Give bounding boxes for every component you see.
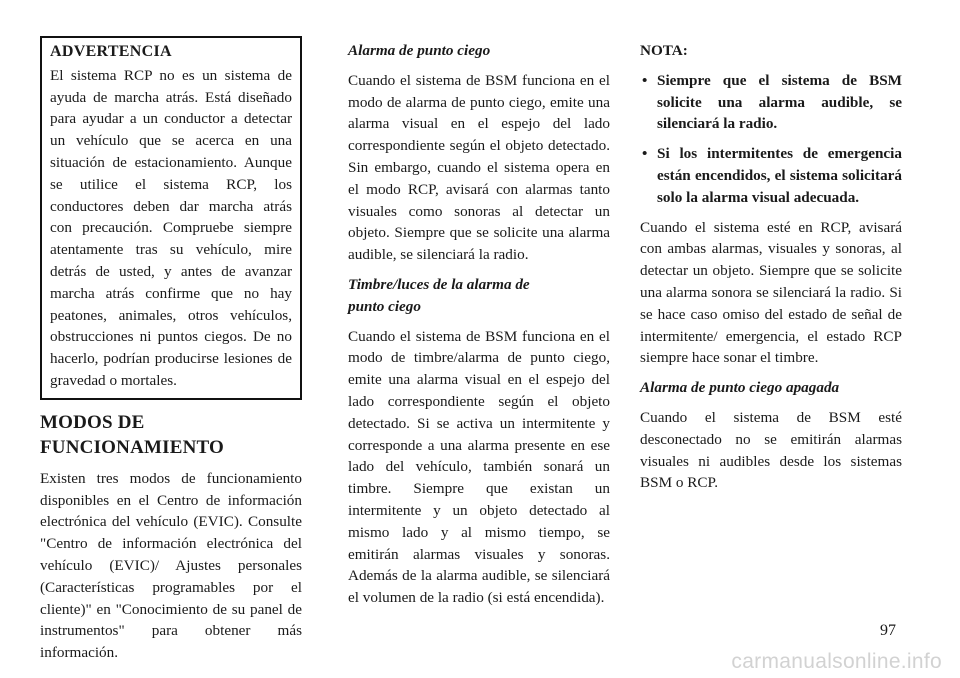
warning-body: El sistema RCP no es un sistema de ayuda de marcha atrás. Está diseñado para ayudar a un conductor a detectar un vehículo que se acerca en una situación de estacionamiento. Aunque se utilice el sistema RCP, los conductores deben dar marcha atrás con precaución. Compruebe siempre atentamente tras su vehículo, mire detrás de usted, y antes de avanzar marcha atrás confirme que no hay peatones, animales, otros vehículos, obstrucciones ni puntos ciegos. De no hacerlo, podrían producirse lesiones de gravedad o mortales. bbox=[50, 66, 292, 389]
section-intro: Existen tres modos de funcionamiento disponibles en el Centro de información electrónica del vehículo (EVIC). Consulte "Centro de información electrónica del vehículo (EVIC)/ Ajustes personales (Características programables por el cliente)" en "Conocimiento de su panel de instrumentos" para obtener más información. bbox=[40, 469, 302, 662]
warning-title: ADVERTENCIA bbox=[50, 43, 172, 60]
page-number: 97 bbox=[880, 622, 896, 639]
chime-body: Cuando el sistema de BSM funciona en el modo de timbre/alarma de punto ciego, emite una alarma visual en el espejo del lado correspondiente según el objeto detectado. Si se activa un intermitente y corresponde a una alarma presente en ese lado del vehículo, también sonará un timbre. Siempre que existan un intermitente y un objeto detectado al mismo lado y al mismo tiempo, se emitirán alarmas visuales y sonoras. Además de la alarma audible, se silenciará el volumen de la radio (si está encendida). bbox=[348, 327, 610, 607]
note-list bbox=[640, 70, 902, 209]
blind-spot-title: Alarma de punto ciego bbox=[348, 42, 491, 59]
column-left bbox=[40, 36, 302, 672]
note-item bbox=[640, 143, 902, 208]
section-heading bbox=[40, 410, 302, 460]
section-heading-line2: FUNCIONAMIENTO bbox=[40, 436, 225, 458]
column-middle bbox=[348, 40, 610, 617]
watermark: carmanualsonline.info bbox=[731, 650, 942, 673]
note-text: Siempre que el sistema de BSM solicite una alarma audible, se silenciará la radio. bbox=[657, 71, 902, 133]
off-title: Alarma de punto ciego apagada bbox=[640, 379, 840, 397]
chime-title-line2: punto ciego bbox=[348, 297, 421, 315]
bullet-icon: • bbox=[642, 71, 648, 89]
chime-title-line1: Timbre/luces de la alarma de bbox=[348, 275, 530, 293]
column-right bbox=[640, 40, 902, 502]
chime-title bbox=[348, 274, 610, 318]
warning-box bbox=[40, 36, 302, 400]
blind-spot-body: Cuando el sistema de BSM funciona en el modo de alarma de punto ciego, emite una alarma visual en el espejo del lado correspondiente según el objeto detectado. Sin embargo, cuando el sistema opera en el modo RCP, avisará con alarmas tanto visuales como sonoras al detectar un objeto. Siempre que se solicite una alarma audible, se silenciará la radio. bbox=[348, 71, 610, 264]
note-item bbox=[640, 70, 902, 135]
off-body: Cuando el sistema de BSM esté desconectado no se emitirán alarmas visuales ni audibles desde los sistemas BSM o RCP. bbox=[640, 408, 902, 492]
bullet-icon: • bbox=[642, 145, 648, 163]
note-label: NOTA: bbox=[640, 42, 688, 59]
section-heading-line1: MODOS DE bbox=[40, 411, 145, 433]
rcp-body: Cuando el sistema esté en RCP, avisará con ambas alarmas, visuales y sonoras, al detectar un objeto. Siempre que se solicite una alarma sonora se silenciará la radio. Si se hace caso omiso del estado de señal de intermitente/ emergencia, el estado RCP siempre hace sonar el timbre. bbox=[640, 218, 902, 367]
note-text: Si los intermitentes de emergencia están encendidos, el sistema solicitará solo la alarma visual adecuada. bbox=[657, 145, 902, 206]
